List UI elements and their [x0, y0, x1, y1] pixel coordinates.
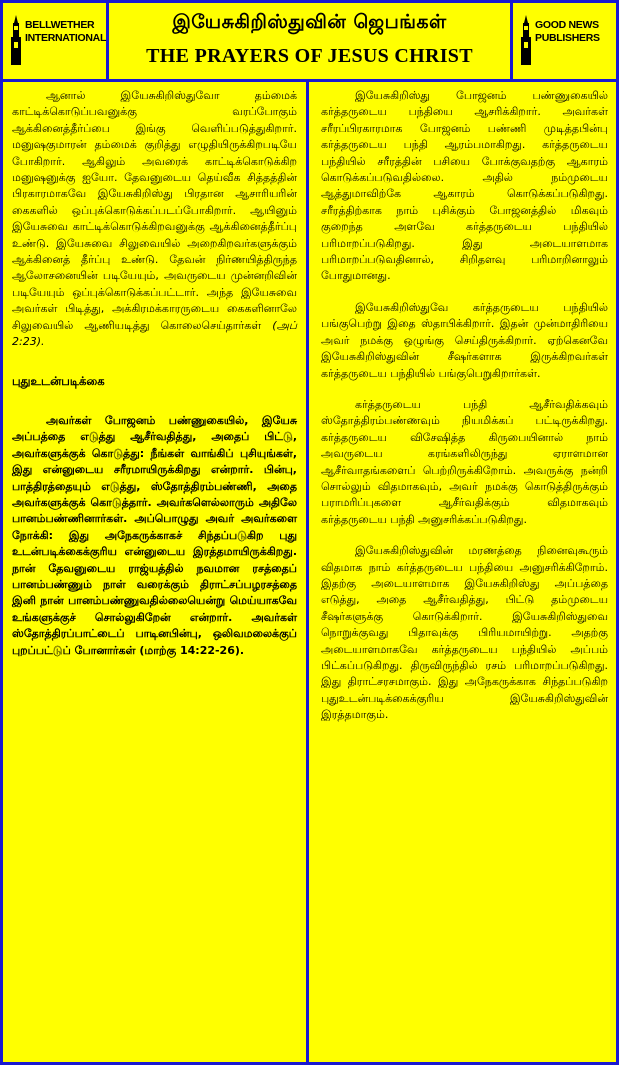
bellwether-logo	[3, 3, 109, 79]
left-paragraph-2: அவர்கள் போஜனம் பண்ணுகையில், இயேசு அப்பத்தை எடுத்து ஆசீர்வதித்து, அதைப் பிட்டு, அவர்களுக்குக் கொடுத்து: நீங்கள் வாங்கிப் புசியுங்கள், இது என்னுடைய சரீரமாயிருக்கிறது என்றார். பின்பு, பாத்திரத்தையும் எடுத்து, ஸ்தோத்திரம்பண்ணி, அதை அவர்களுக்குக் கொடுத்தார். அவர்களெல்லாரும் அதிலே பானம்பண்ணினார்கள். அப்பொழுது அவர் அவர்களை நோக்கி: இது அநேகருக்காகச் சிந்தப்படுகிற புது உடன்படிக்கைக்குரிய என்னுடைய இரத்தமாயிருக்கிறது. நான் தேவனுடைய ராஜ்யத்தில் நவமான ரசத்தைப் பானம்பண்ணும் நாள் வரைக்கும் திராட்சப்பழரசத்தை இனி நான் பானம்பண்ணுவதில்லையென்று மெய்யாகவே உங்களுக்குச் சொல்லுகிறேன் என்றார். அவர்கள் ஸ்தோத்திரப்பாட்டைப் பாடினபின்பு, ஒலிவமலைக்குப் புறப்பட்டுப் போனார்கள் (மாற்கு 14:22-26).	[12, 413, 297, 657]
right-paragraph-3: கர்த்தருடைய பந்தி ஆசீர்வதிக்கவும் ஸ்தோத்திரம்பண்ணவும் நியமிக்கப் பட்டிருக்கிறது. கர்த்தருடைய விசேஷித்த கிருபையினால் நாம் அவருடைய கரங்களிலிருந்து ஏராளமான ஆசீர்வாதங்களைப் பெற்றிருக்கிறோம். அவருக்கு நன்றி சொல்லும் விதமாகவும், அவர் நமக்கு கொடுத்திருக்கும் பராமரிப்புகளை ஆசீர்வதிக்கும் விதமாகவும் கர்த்தருடைய பந்தி அனுசரிக்கப்படுகிறது.	[321, 397, 608, 526]
logo-left-line1: BELLWETHER	[25, 19, 95, 31]
left-paragraph-1-text: ஆனால் இயேசுகிறிஸ்துவோ தம்மைக் காட்டிக்கொடுப்பவனுக்கு வரப்போகும் ஆக்கினைத்தீர்ப்பை இங்கு வெளிப்படுத்துகிறார். மனுஷகுமாரன் தம்மைக் குறித்து எழுதியிருக்கிறபடியே போகிறார். ஆகிலும் அவரைக் காட்டிக்கொடுக்கிற மனுஷனுக்கு ஐயோ. தேவனுடைய தெய்வீக சித்தத்தின் பிரகாரமாகவே இயேசுகிறிஸ்து பிரதான ஆசாரியரின் கைகளில் ஒப்புக்கொடுக்கப்படப்போகிறார். ஆயினும் இயேசுவை காட்டிக்கொடுக்கிறவனுக்கு ஆக்கினைத்தீர்ப்பு உண்டு. இயேசுவை சிலுவையில் அறைகிறவர்களுக்கும் ஆக்கினைத் தீர்ப்பு உண்டு. தேவன் நிர்ணயித்திருந்த ஆலோசனையின் படியேயும், அவருடைய முன்னறிவின் படியேயும் ஒப்புக்கொடுக்கப்பட்டார். அந்த இயேசுவை அவர்கள் பிடித்து, அக்கிரமக்காரருடைய கைகளினாலே சிலுவையில் ஆணியடித்து கொலைசெய்தார்கள்	[12, 89, 297, 332]
right-paragraph-1: இயேசுகிறிஸ்து போஜனம் பண்ணுகையில் கர்த்தருடைய பந்தியை ஆசரிக்கிறார். அவர்கள் சரீரப்பிரகாரமாக போஜனம் பண்ணி முடித்தபின்பு கர்த்தருடைய பந்தி ஆரம்பமாகிறது. கர்த்தருடைய பந்தியில் சரீரத்தின் பசியை போக்குவதற்கு ஆகாரம் கொடுக்கப்படுவதில்லை. அதில் நம்முடைய ஆத்துமாவிற்கே ஆகாரம் கொடுக்கப்படுகிறது. சரீரத்திற்காக நாம் புசிக்கும் போஜனத்தில் மிகவும் குறைந்த அளவே கர்த்தருடைய பந்தியில் பரிமாறப்படுகிறது. இது அடையாளமாக பரிமாறப்படுவதினால், சிறிதளவு பரிமாறினாலும் போதுமானது.	[321, 89, 608, 283]
header	[3, 3, 616, 82]
scripture-reference: (அப் 2:23).	[12, 318, 297, 349]
left-column	[3, 82, 309, 1062]
logo-right-line1: GOOD NEWS	[535, 19, 599, 31]
bell-tower-icon	[519, 15, 533, 65]
title-tamil: இயேசுகிறிஸ்துவின் ஜெபங்கள்	[172, 11, 447, 33]
left-paragraph-1	[12, 88, 297, 351]
right-paragraph-2: இயேசுகிறிஸ்துவே கர்த்தருடைய பந்தியில் பங்குபெற்று இதை ஸ்தாபிக்கிறார். இதன் முன்மாதிரியை அவர் நமக்கு ஒழுங்கு செய்திருக்கிறார். ஏற்கெனவே இயேசுகிறிஸ்துவின் சீஷர்களாக இருக்கிறவர்கள் கர்த்தருடைய பந்தியில் பங்குபெறுகிறார்கள்.	[321, 300, 608, 380]
section-heading: புதுஉடன்படிக்கை	[12, 373, 105, 388]
title-english: THE PRAYERS OF JESUS CHRIST	[146, 45, 473, 67]
good-news-logo	[510, 3, 616, 79]
title-box	[109, 3, 510, 79]
logo-right-line2: PUBLISHERS	[535, 32, 600, 44]
logo-left-line2: INTERNATIONAL	[25, 32, 107, 44]
right-paragraph-4: இயேசுகிறிஸ்துவின் மரணத்தை நினைவுகூரும் விதமாக நாம் கர்த்தருடைய பந்தியை அனுசரிக்கிறோம். இதற்கு அடையாளமாக இயேசுகிறிஸ்து அப்பத்தை எடுத்து, அதை ஆசீர்வதித்து, பிட்டு தம்முடைய சீஷர்களுக்கு கொடுக்கிறார். இயேசுகிறிஸ்துவை நொறுக்குவது பிதாவுக்கு பிரியமாயிற்று. அதற்கு அடையாளமாகவே கர்த்தருடைய பந்தியில் அப்பம் பிட்கப்படுகிறது. திருவிருந்தில் ரசம் பரிமாறப்படுகிறது. இது திராட்சரசமாகும். இது அநேகருக்காக சிந்தப்படுகிற புதுஉடன்படிக்கைக்குரிய இயேசுகிறிஸ்துவின் இரத்தமாகும்.	[321, 544, 608, 722]
right-column	[312, 82, 616, 1062]
bell-tower-icon	[9, 15, 23, 65]
